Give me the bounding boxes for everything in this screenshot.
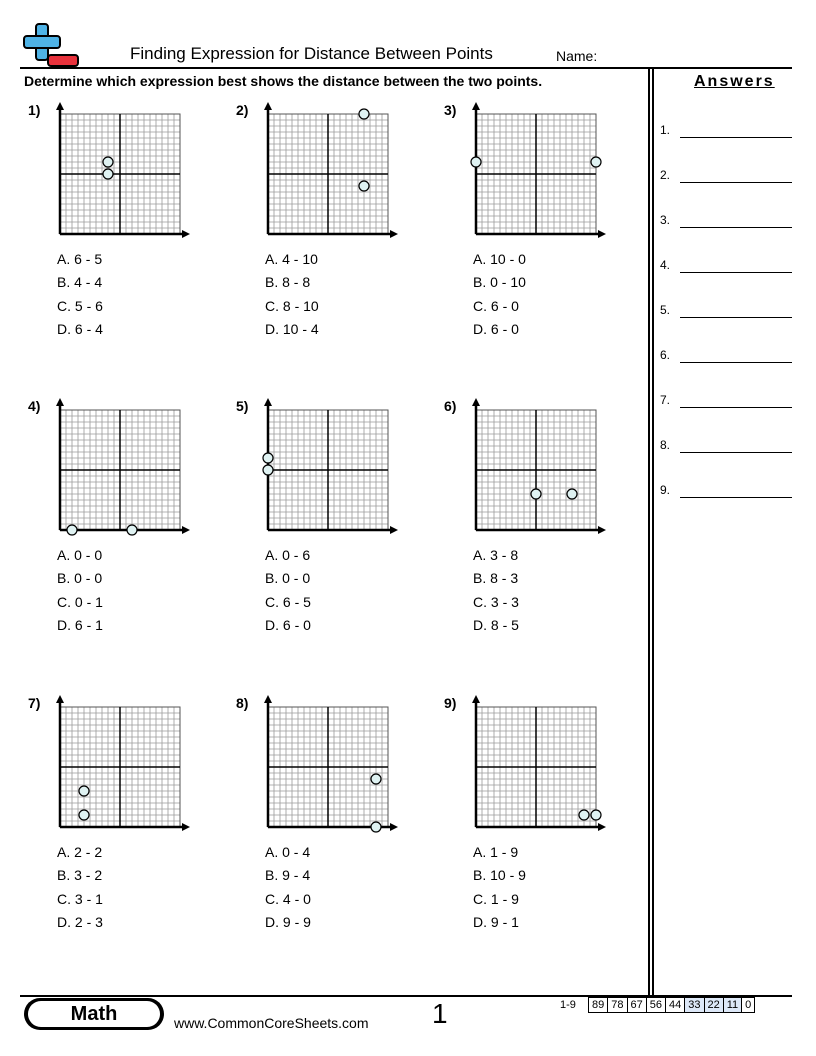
name-label: Name: [556,48,598,64]
choice-a: A. 0 - 0 [57,547,103,563]
coordinate-grid [54,398,194,538]
plotted-point [359,181,369,191]
answer-blank[interactable] [680,497,792,498]
answer-choices [265,841,311,934]
y-axis-arrow-icon [472,695,480,703]
plotted-point [579,810,589,820]
answer-choices [473,841,526,934]
choice-a: A. 6 - 5 [57,251,103,267]
answer-number: 8. [660,438,671,452]
answers-column-divider [648,67,650,995]
choice-d: D. 6 - 0 [265,616,311,633]
plotted-point [79,786,89,796]
answer-number: 3. [660,213,671,227]
answer-row [660,393,792,413]
choice-a: A. 3 - 8 [473,547,519,563]
answer-number: 9. [660,483,671,497]
problem-number: 9) [444,695,457,711]
plus-minus-logo [22,22,80,68]
y-axis-arrow-icon [264,695,272,703]
answer-blank[interactable] [680,227,792,228]
answer-blank[interactable] [680,317,792,318]
problem-number: 7) [28,695,41,711]
answer-choices [265,248,319,341]
plotted-point [103,157,113,167]
answer-row [660,213,792,233]
math-badge-label: Math [28,1001,160,1027]
choice-b: B. 0 - 0 [265,570,311,587]
score-cell: 11 [723,998,741,1013]
problem-7 [28,695,228,955]
x-axis-arrow-icon [390,230,398,238]
choice-b: B. 3 - 2 [57,867,103,884]
answer-number: 2. [660,168,671,182]
answer-choices [57,544,103,637]
coordinate-grid [470,102,610,242]
x-axis-arrow-icon [598,823,606,831]
plotted-point [263,465,273,475]
choice-a: A. 1 - 9 [473,844,519,860]
problem-4 [28,398,228,658]
score-cell: 78 [608,998,627,1013]
worksheet-title: Finding Expression for Distance Between Points [130,44,493,63]
answers-heading: Answers [694,73,775,90]
coordinate-grid [470,398,610,538]
score-cell: 56 [646,998,665,1013]
y-axis-arrow-icon [264,102,272,110]
plotted-point [371,774,381,784]
choice-b: B. 0 - 10 [473,274,526,291]
answer-blank[interactable] [680,362,792,363]
y-axis-arrow-icon [472,398,480,406]
y-axis-arrow-icon [472,102,480,110]
answer-row [660,303,792,323]
problem-number: 6) [444,398,457,414]
x-axis-arrow-icon [598,526,606,534]
answer-choices [57,248,103,341]
x-axis-arrow-icon [182,230,190,238]
score-cell: 33 [685,998,704,1013]
problem-number: 1) [28,102,41,118]
answer-number: 4. [660,258,671,272]
score-range-label: 1-9 [560,999,576,1011]
coordinate-grid [470,695,610,835]
choice-b: B. 8 - 3 [473,570,519,587]
instructions: Determine which expression best shows the distance between the two points. [24,73,543,89]
problem-3 [444,102,644,362]
problem-number: 3) [444,102,457,118]
x-axis-arrow-icon [182,823,190,831]
score-cell: 44 [666,998,685,1013]
problem-6 [444,398,644,658]
choice-a: A. 10 - 0 [473,251,526,267]
choice-a: A. 0 - 4 [265,844,311,860]
coordinate-grid [262,695,402,835]
choice-d: D. 6 - 0 [473,320,519,337]
plotted-point [567,489,577,499]
choice-d: D. 2 - 3 [57,913,103,930]
choice-d: D. 9 - 1 [473,913,519,930]
problem-2 [236,102,436,362]
answer-blank[interactable] [680,137,792,138]
choice-c: C. 4 - 0 [265,890,311,907]
y-axis-arrow-icon [56,695,64,703]
answers-column-divider-inner [652,67,654,995]
answer-choices [57,841,103,934]
choice-b: B. 9 - 4 [265,867,311,884]
plotted-point [471,157,481,167]
choice-d: D. 10 - 4 [265,320,319,337]
score-row [589,998,755,1013]
y-axis-arrow-icon [264,398,272,406]
plotted-point [371,822,381,832]
page-number: 1 [432,998,448,1029]
problem-number: 4) [28,398,41,414]
score-cell: 67 [627,998,646,1013]
choice-c: C. 1 - 9 [473,890,519,907]
choice-b: B. 10 - 9 [473,867,526,884]
problem-number: 2) [236,102,249,118]
answer-row [660,348,792,368]
answer-number: 7. [660,393,671,407]
score-table [588,997,755,1013]
score-cell: 22 [704,998,723,1013]
problem-number: 8) [236,695,249,711]
coordinate-grid [262,102,402,242]
choice-c: C. 6 - 0 [473,297,519,314]
answer-row [660,483,792,503]
plotted-point [127,525,137,535]
problem-1 [28,102,228,362]
y-axis-arrow-icon [56,102,64,110]
choice-d: D. 9 - 9 [265,913,311,930]
header-divider [20,67,792,69]
answer-number: 1. [660,123,671,137]
choice-b: B. 0 - 0 [57,570,103,587]
problem-5 [236,398,436,658]
answer-number: 5. [660,303,671,317]
problem-9 [444,695,644,955]
problem-number: 5) [236,398,249,414]
choice-c: C. 6 - 5 [265,593,311,610]
answer-row [660,438,792,458]
plotted-point [79,810,89,820]
choice-a: A. 2 - 2 [57,844,103,860]
score-cell: 0 [742,998,755,1013]
choice-c: C. 3 - 1 [57,890,103,907]
plotted-point [103,169,113,179]
choice-a: A. 0 - 6 [265,547,311,563]
answer-row [660,168,792,188]
answer-blank[interactable] [680,272,792,273]
coordinate-grid [54,102,194,242]
x-axis-arrow-icon [598,230,606,238]
coordinate-grid [262,398,402,538]
plotted-point [263,453,273,463]
choice-d: D. 6 - 4 [57,320,103,337]
x-axis-arrow-icon [182,526,190,534]
answer-blank[interactable] [680,407,792,408]
answer-choices [473,544,519,637]
choice-d: D. 8 - 5 [473,616,519,633]
website-link[interactable]: www.CommonCoreSheets.com [174,1015,369,1031]
choice-d: D. 6 - 1 [57,616,103,633]
plotted-point [67,525,77,535]
answer-blank[interactable] [680,182,792,183]
plotted-point [531,489,541,499]
problem-8 [236,695,436,955]
choice-c: C. 0 - 1 [57,593,103,610]
x-axis-arrow-icon [390,823,398,831]
y-axis-arrow-icon [56,398,64,406]
answer-number: 6. [660,348,671,362]
plotted-point [359,109,369,119]
plotted-point [591,157,601,167]
coordinate-grid [54,695,194,835]
choice-c: C. 8 - 10 [265,297,319,314]
answer-choices [473,248,526,341]
choice-c: C. 3 - 3 [473,593,519,610]
choice-b: B. 8 - 8 [265,274,311,291]
x-axis-arrow-icon [390,526,398,534]
answer-choices [265,544,311,637]
choice-c: C. 5 - 6 [57,297,103,314]
score-cell: 89 [589,998,608,1013]
answer-blank[interactable] [680,452,792,453]
answer-row [660,258,792,278]
answer-row [660,123,792,143]
plotted-point [591,810,601,820]
choice-a: A. 4 - 10 [265,251,318,267]
choice-b: B. 4 - 4 [57,274,103,291]
